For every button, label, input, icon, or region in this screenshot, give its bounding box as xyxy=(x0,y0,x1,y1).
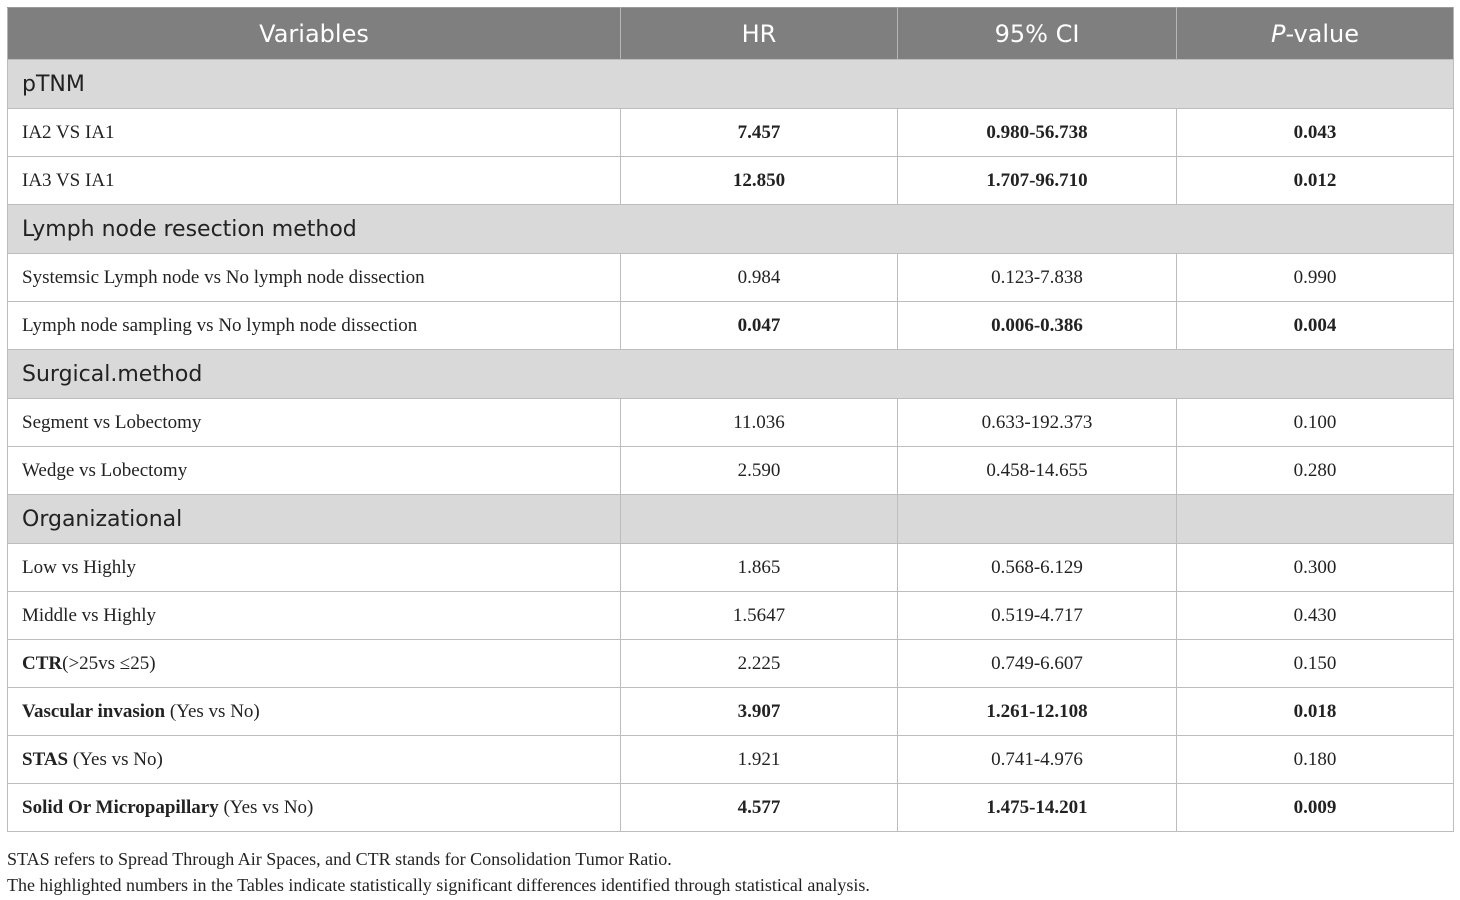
row-label-rest: (>25vs ≤25) xyxy=(62,652,156,674)
row-label: Systemsic Lymph node vs No lymph node dissection xyxy=(8,254,621,302)
footnote-significance: The highlighted numbers in the Tables indicate statistically significant differences identified through statistical analysis. xyxy=(7,875,870,895)
ci-value: 0.749-6.607 xyxy=(898,640,1177,688)
group-title: Surgical.method xyxy=(8,350,1454,399)
hr-value: 0.047 xyxy=(621,302,898,350)
p-value: 0.990 xyxy=(1177,254,1454,302)
row-label: IA2 VS IA1 xyxy=(8,109,621,157)
header-variables: Variables xyxy=(8,8,621,60)
header-p-italic: P xyxy=(1270,19,1286,48)
header-p-value xyxy=(1177,8,1454,60)
footnote-abbreviations: STAS refers to Spread Through Air Spaces, and CTR stands for Consolidation Tumor Ratio. xyxy=(7,849,672,869)
header-p-rest: -value xyxy=(1285,19,1360,48)
empty-cell xyxy=(1177,495,1454,544)
hr-value: 1.865 xyxy=(621,544,898,592)
row-label xyxy=(8,640,621,688)
hr-value: 2.225 xyxy=(621,640,898,688)
group-row-lymph-node xyxy=(8,205,1454,254)
row-label: Low vs Highly xyxy=(8,544,621,592)
table-row xyxy=(8,447,1454,495)
table-row xyxy=(8,736,1454,784)
row-label xyxy=(8,736,621,784)
hazard-ratio-table xyxy=(7,7,1454,832)
empty-cell xyxy=(898,495,1177,544)
table-row xyxy=(8,688,1454,736)
table-row xyxy=(8,592,1454,640)
ci-value: 1.261-12.108 xyxy=(898,688,1177,736)
row-label xyxy=(8,784,621,832)
p-value: 0.012 xyxy=(1177,157,1454,205)
row-label: Segment vs Lobectomy xyxy=(8,399,621,447)
header-hr: HR xyxy=(621,8,898,60)
ci-value: 0.568-6.129 xyxy=(898,544,1177,592)
table-row xyxy=(8,784,1454,832)
hr-value: 1.5647 xyxy=(621,592,898,640)
hr-value: 0.984 xyxy=(621,254,898,302)
ci-value: 0.519-4.717 xyxy=(898,592,1177,640)
empty-cell xyxy=(621,495,898,544)
results-table-container xyxy=(7,7,1453,832)
group-title: Organizational xyxy=(8,495,621,544)
row-label-bold: STAS xyxy=(22,748,69,770)
p-value: 0.300 xyxy=(1177,544,1454,592)
ci-value: 1.475-14.201 xyxy=(898,784,1177,832)
header-ci: 95% CI xyxy=(898,8,1177,60)
p-value: 0.150 xyxy=(1177,640,1454,688)
group-row-surgical-method xyxy=(8,350,1454,399)
ci-value: 0.458-14.655 xyxy=(898,447,1177,495)
hr-value: 11.036 xyxy=(621,399,898,447)
ci-value: 0.006-0.386 xyxy=(898,302,1177,350)
hr-value: 12.850 xyxy=(621,157,898,205)
row-label-rest: (Yes vs No) xyxy=(68,748,163,770)
ci-value: 0.123-7.838 xyxy=(898,254,1177,302)
table-row xyxy=(8,157,1454,205)
p-value: 0.004 xyxy=(1177,302,1454,350)
row-label: Middle vs Highly xyxy=(8,592,621,640)
p-value: 0.100 xyxy=(1177,399,1454,447)
ci-value: 0.741-4.976 xyxy=(898,736,1177,784)
p-value: 0.280 xyxy=(1177,447,1454,495)
row-label-bold: Vascular invasion xyxy=(22,700,166,722)
hr-value: 4.577 xyxy=(621,784,898,832)
table-row xyxy=(8,109,1454,157)
p-value: 0.430 xyxy=(1177,592,1454,640)
table-row xyxy=(8,399,1454,447)
table-footnotes xyxy=(7,846,1453,898)
row-label: Wedge vs Lobectomy xyxy=(8,447,621,495)
row-label: Lymph node sampling vs No lymph node dissection xyxy=(8,302,621,350)
table-row xyxy=(8,640,1454,688)
table-row xyxy=(8,254,1454,302)
table-row xyxy=(8,302,1454,350)
p-value: 0.043 xyxy=(1177,109,1454,157)
group-row-organizational xyxy=(8,495,1454,544)
hr-value: 3.907 xyxy=(621,688,898,736)
row-label-bold: Solid Or Micropapillary xyxy=(22,796,219,818)
group-row-ptnm xyxy=(8,60,1454,109)
row-label-rest: (Yes vs No) xyxy=(218,796,314,818)
row-label-rest: (Yes vs No) xyxy=(165,700,260,722)
ci-value: 0.633-192.373 xyxy=(898,399,1177,447)
table-row xyxy=(8,544,1454,592)
ci-value: 1.707-96.710 xyxy=(898,157,1177,205)
row-label-bold: CTR xyxy=(22,652,63,674)
row-label: IA3 VS IA1 xyxy=(8,157,621,205)
ci-value: 0.980-56.738 xyxy=(898,109,1177,157)
hr-value: 2.590 xyxy=(621,447,898,495)
header-row xyxy=(8,8,1454,60)
row-label xyxy=(8,688,621,736)
group-title: Lymph node resection method xyxy=(8,205,1454,254)
p-value: 0.180 xyxy=(1177,736,1454,784)
p-value: 0.018 xyxy=(1177,688,1454,736)
p-value: 0.009 xyxy=(1177,784,1454,832)
hr-value: 1.921 xyxy=(621,736,898,784)
group-title: pTNM xyxy=(8,60,1454,109)
hr-value: 7.457 xyxy=(621,109,898,157)
